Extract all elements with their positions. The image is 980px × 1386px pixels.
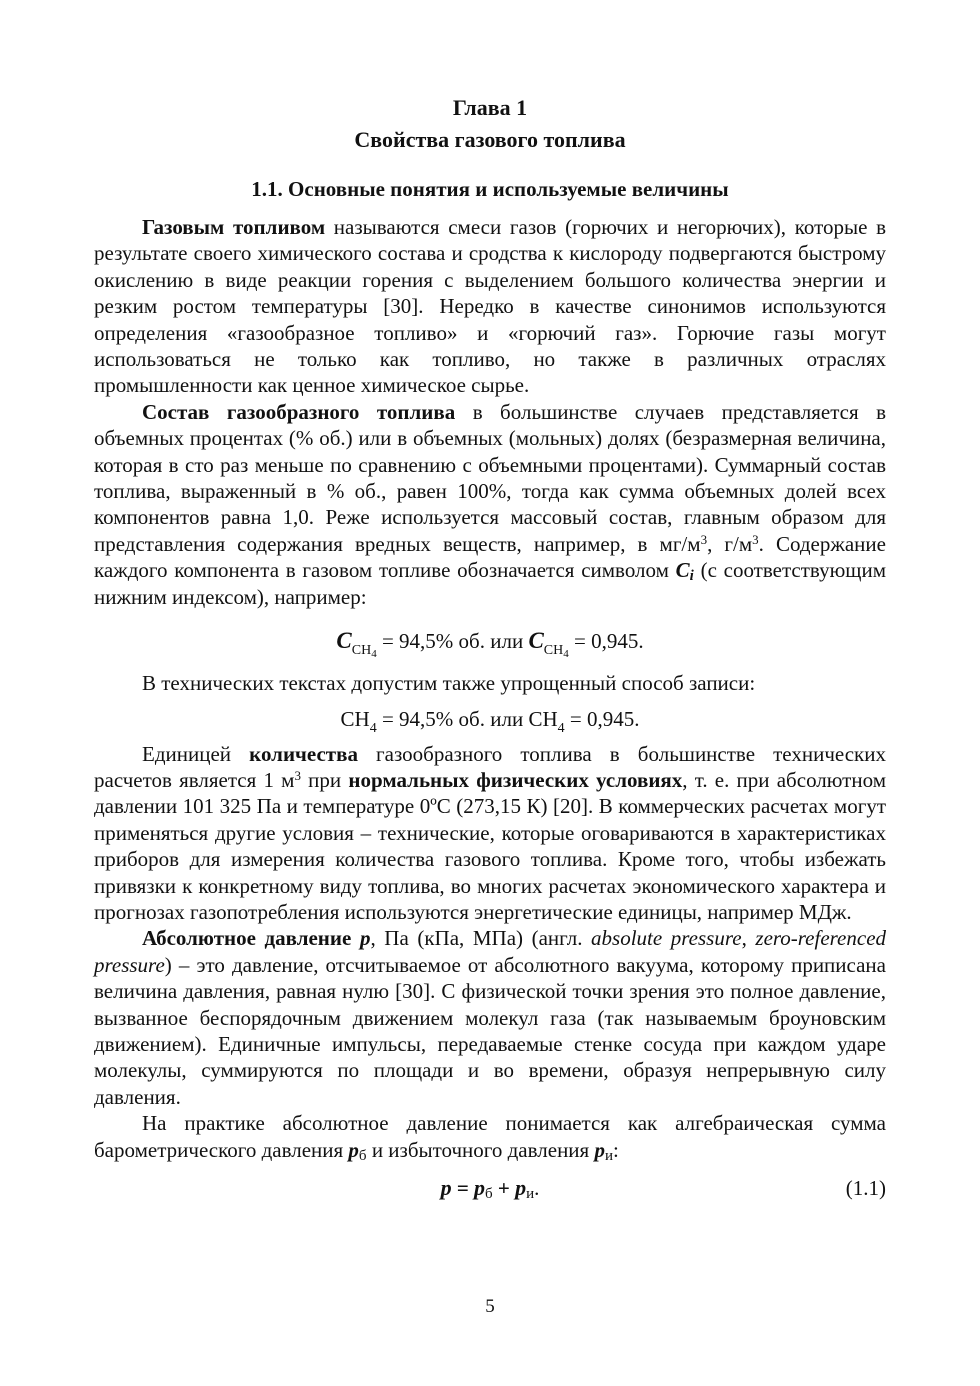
equation-subscript: CH4 bbox=[351, 643, 377, 661]
term-quantity: количества bbox=[249, 741, 358, 766]
paragraph-composition bbox=[94, 399, 886, 610]
equation-subscript: CH4 bbox=[543, 643, 569, 661]
symbol-ci: $C_i$ bbox=[675, 558, 694, 585]
symbol-p: p bbox=[594, 1137, 605, 1162]
main-text bbox=[94, 214, 886, 1201]
equation-body: $p = p_б + p_и$. bbox=[440, 1175, 540, 1202]
paragraph-text: называются смеси газов (горючих и негорючих), которые в результате своего химического состава и сродства к кислороду подвергаются быстрому окислению в виде реакции горения с выделением большого количества энергии и резким ростом температуры [30]. Нередко в качестве синонимов используются определения «газообразное топливо» и «горючий газ». Горючие газы могут использоваться не только как топливо, но также в различных отраслях промышленности как ценное химическое сырье. bbox=[94, 215, 886, 398]
term-absolute-pressure: Абсолютное давление bbox=[142, 926, 352, 951]
equation-number: (1.1) bbox=[845, 1176, 886, 1200]
equation-simplified: $CH_4 = 94,5\%$ об. или $CH_4 = 0,945$. bbox=[340, 706, 640, 736]
term-composition: Состав газообразного топлива bbox=[142, 399, 456, 424]
paragraph-text: . Содержание каждого компонента в газовом топливе обозначается символом bbox=[94, 531, 886, 583]
equation-ch4 bbox=[94, 628, 886, 661]
chapter-label: Глава 1 bbox=[452, 95, 528, 120]
paragraph-text: , г/м bbox=[707, 531, 753, 556]
section-heading: 1.1. Основные понятия и используемые величины bbox=[251, 177, 729, 201]
page-number: 5 bbox=[485, 1296, 495, 1317]
english-term: absolute pressure bbox=[591, 926, 742, 951]
paragraph-algebraic-sum: На практике абсолютное давление понимается как алгебраическая сумма барометрического давления $p_б$ и избыточного давления $p_и$: bbox=[94, 1111, 886, 1164]
superscript: 3 bbox=[700, 531, 708, 547]
english-term: zero-referenced pressure bbox=[94, 926, 887, 977]
symbol-p: p bbox=[348, 1137, 359, 1162]
paragraph-quantity: Единицей количества газообразного топлива в большинстве технических расчетов является 1 $м^3$ при нормальных физических условиях, т. е. при абсолютном давлении 101 325 Па и температуре 0ºС (273,15 К) [20]. В коммерческих расчетах могут применяться другие условия – технические, которые оговариваются в характеристиках приборов для измерения количества газового топлива. Кроме того, чтобы избежать привязки к конкретному виду топлива, во многих расчетах экономического характера и прогнозах газопотребления используются энергетические единицы, например МДж. bbox=[94, 741, 886, 924]
paragraph-gas-fuel bbox=[94, 214, 886, 399]
equation-text: = 94,5% об. или bbox=[376, 629, 529, 654]
term-normal-conditions: нормальных физических условиях bbox=[348, 767, 683, 792]
superscript: 3 bbox=[294, 767, 301, 783]
paragraph-absolute-pressure: Абсолютное давление p, Па (кПа, МПа) (англ. absolute pressure, zero-referenced pressure) – это давление, отсчитываемое от абсолютного вакуума, которому приписана величина давления, равная нулю [30]. С физической точки зрения это полное давление, вызванное беспорядочным движением молекул газа (так называемым броуновским движением). Единичные импульсы, передаваемые стенке сосуда при каждом ударе молекулы, суммируются по площади и во времени, образуя непрерывную силу давления. bbox=[94, 926, 887, 1109]
equation-symbol: C bbox=[528, 628, 544, 654]
term-gas-fuel: Газовым топливом bbox=[142, 215, 326, 239]
equation-1-1 bbox=[94, 1175, 886, 1201]
superscript: 3 bbox=[752, 531, 759, 547]
paragraph-text: в большинстве случаев представляется в объемных процентах (% об.) или в объемных (мольных) долях (безразмерная величина, которая в сто раз меньше по сравнению с объемными процентами). Суммарный состав топлива, выраженный в % об., равен 100%, тогда как сумма объемных долей всех компонентов равна 1,0. Реже используется массовый состав, главным образом для представления содержания вредных веществ, например, в мг/м bbox=[94, 399, 887, 556]
paragraph-text: (с соответствующим нижним индексом), например: bbox=[94, 558, 886, 609]
equation-symbol: C bbox=[336, 628, 352, 654]
chapter-title: Свойства газового топлива bbox=[354, 127, 626, 152]
symbol-p: p bbox=[359, 926, 371, 951]
paragraph-simplified: В технических текстах допустим также упрощенный способ записи: bbox=[142, 671, 756, 696]
equation-text: = 0,945. bbox=[568, 629, 644, 654]
